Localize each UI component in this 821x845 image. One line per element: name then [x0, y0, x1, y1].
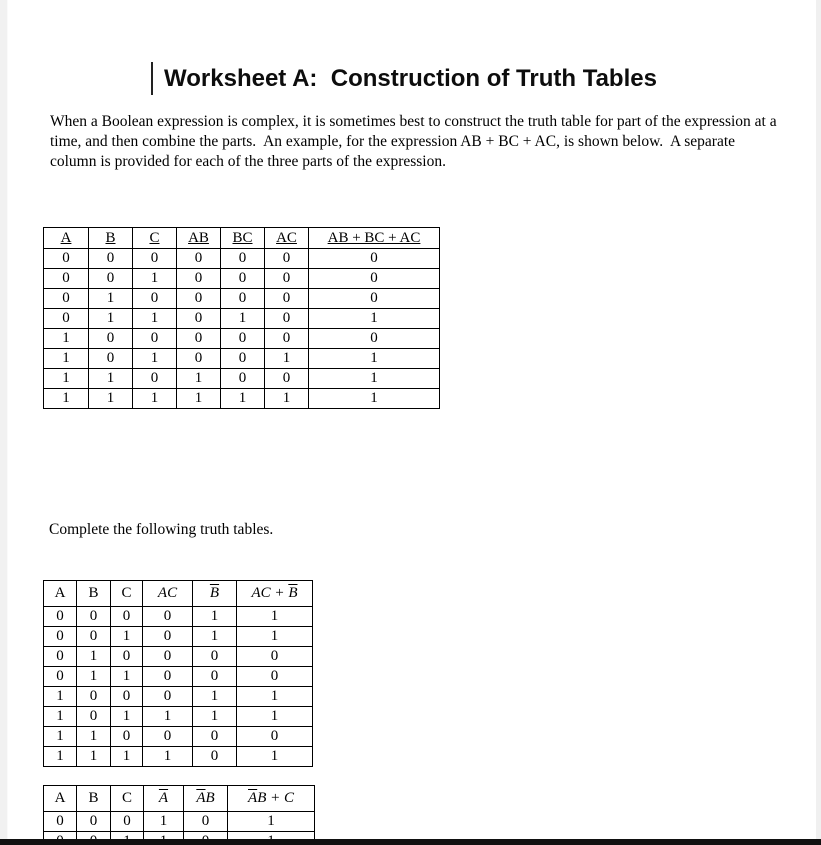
expression-segment: AC — [157, 585, 178, 601]
intro-line[interactable]: When a Boolean expression is complex, it is sometimes best to construct the truth table for part of the expression at a — [50, 113, 777, 130]
expression-segment: B — [205, 790, 215, 806]
value-cell[interactable]: 1 — [309, 309, 440, 329]
value-cell[interactable]: 0 — [221, 269, 265, 289]
expression-segment: $\overline{A}$ — [158, 790, 169, 806]
value-cell[interactable]: 1 — [309, 369, 440, 389]
value-cell[interactable]: 0 — [193, 747, 237, 767]
value-cell[interactable]: 1 — [77, 727, 111, 747]
value-cell[interactable]: 0 — [77, 687, 111, 707]
table-row — [44, 607, 313, 627]
value-cell[interactable]: 0 — [44, 309, 89, 329]
header-cell[interactable]: A — [44, 228, 89, 249]
value-cell[interactable]: 0 — [221, 289, 265, 309]
value-cell[interactable]: 0 — [44, 249, 89, 269]
value-cell[interactable]: 0 — [133, 369, 177, 389]
truth-table-exercise-1 — [43, 580, 313, 767]
table-header-row — [44, 581, 313, 607]
value-cell[interactable]: 1 — [133, 349, 177, 369]
value-cell[interactable]: 1 — [44, 389, 89, 409]
value-cell[interactable]: 0 — [44, 627, 77, 647]
table-row — [44, 627, 313, 647]
value-cell[interactable]: 0 — [265, 329, 309, 349]
value-cell[interactable]: 0 — [44, 269, 89, 289]
value-cell[interactable]: 1 — [143, 707, 193, 727]
value-cell[interactable]: 0 — [177, 329, 221, 349]
value-cell[interactable]: 0 — [265, 249, 309, 269]
table-row — [44, 289, 440, 309]
value-cell[interactable]: 0 — [89, 269, 133, 289]
value-cell[interactable]: 0 — [111, 607, 143, 627]
value-cell[interactable]: 1 — [111, 667, 143, 687]
value-cell[interactable]: 1 — [143, 747, 193, 767]
value-cell[interactable]: 1 — [133, 389, 177, 409]
value-cell[interactable]: 0 — [309, 269, 440, 289]
header-cell[interactable] — [193, 581, 237, 607]
value-cell[interactable]: 0 — [133, 249, 177, 269]
value-cell[interactable]: 1 — [77, 667, 111, 687]
value-cell[interactable]: 0 — [237, 727, 313, 747]
header-cell[interactable]: B — [77, 581, 111, 607]
value-cell[interactable]: 1 — [111, 627, 143, 647]
header-cell[interactable]: A — [44, 786, 77, 812]
value-cell[interactable]: 1 — [265, 389, 309, 409]
value-cell[interactable]: 1 — [89, 369, 133, 389]
header-cell[interactable] — [184, 786, 228, 812]
value-cell[interactable]: 1 — [221, 309, 265, 329]
header-cell[interactable]: BC — [221, 228, 265, 249]
value-cell[interactable]: 0 — [221, 349, 265, 369]
table-row — [44, 747, 313, 767]
value-cell[interactable]: 1 — [89, 289, 133, 309]
value-cell[interactable]: 0 — [89, 349, 133, 369]
value-cell[interactable]: 1 — [237, 687, 313, 707]
table-row — [44, 667, 313, 687]
value-cell[interactable]: 1 — [133, 269, 177, 289]
header-cell[interactable] — [144, 786, 184, 812]
value-cell[interactable]: 1 — [44, 707, 77, 727]
value-cell[interactable]: 0 — [89, 329, 133, 349]
value-cell[interactable]: 0 — [265, 289, 309, 309]
expression-segment: $\overline{B}$ — [288, 585, 298, 601]
value-cell[interactable]: 1 — [44, 329, 89, 349]
expression-segment: $\overline{A}$ — [196, 790, 206, 806]
table-row — [44, 647, 313, 667]
value-cell[interactable]: 0 — [177, 309, 221, 329]
value-cell[interactable]: 1 — [89, 309, 133, 329]
value-cell[interactable]: 1 — [77, 647, 111, 667]
value-cell[interactable]: 0 — [44, 289, 89, 309]
value-cell[interactable]: 0 — [177, 289, 221, 309]
value-cell[interactable]: 1 — [144, 812, 184, 832]
value-cell[interactable]: 0 — [265, 369, 309, 389]
header-cell[interactable] — [143, 581, 193, 607]
value-cell[interactable]: 0 — [89, 249, 133, 269]
value-cell[interactable]: 1 — [237, 747, 313, 767]
intro-paragraph[interactable] — [50, 112, 777, 172]
value-cell[interactable]: 1 — [111, 707, 143, 727]
header-cell[interactable]: AB + BC + AC — [309, 228, 440, 249]
table-row — [44, 309, 440, 329]
table-row — [44, 707, 313, 727]
value-cell[interactable]: 1 — [177, 369, 221, 389]
value-cell[interactable]: 0 — [193, 647, 237, 667]
intro-line[interactable]: time, and then combine the parts. An example, for the expression AB + BC + AC, is shown below. A separate — [50, 133, 736, 150]
value-cell[interactable]: 0 — [237, 647, 313, 667]
expression-segment: $\overline{B}$ — [209, 585, 220, 601]
value-cell[interactable]: 1 — [193, 627, 237, 647]
value-cell[interactable]: 0 — [77, 627, 111, 647]
value-cell[interactable]: 1 — [177, 389, 221, 409]
truth-table-exercise-2 — [43, 785, 315, 845]
value-cell[interactable]: 0 — [111, 727, 143, 747]
window-bottom-bar — [0, 839, 821, 845]
value-cell[interactable]: 0 — [143, 647, 193, 667]
value-cell[interactable]: 0 — [193, 727, 237, 747]
table-row — [44, 687, 313, 707]
value-cell[interactable]: 0 — [221, 369, 265, 389]
header-cell[interactable]: B — [77, 786, 111, 812]
value-cell[interactable]: 0 — [143, 607, 193, 627]
header-cell[interactable]: B — [89, 228, 133, 249]
value-cell[interactable]: 0 — [221, 329, 265, 349]
value-cell[interactable]: 1 — [237, 707, 313, 727]
value-cell[interactable]: 0 — [111, 812, 144, 832]
value-cell[interactable]: 1 — [44, 349, 89, 369]
value-cell[interactable]: 1 — [44, 687, 77, 707]
value-cell[interactable]: 0 — [44, 667, 77, 687]
intro-line[interactable]: column is provided for each of the three parts of the expression. — [50, 153, 446, 170]
value-cell[interactable]: 0 — [111, 647, 143, 667]
value-cell[interactable]: 0 — [237, 667, 313, 687]
value-cell[interactable]: 0 — [44, 812, 77, 832]
value-cell[interactable]: 0 — [177, 269, 221, 289]
value-cell[interactable]: 1 — [193, 707, 237, 727]
table-header-row — [44, 786, 315, 812]
value-cell[interactable]: 0 — [133, 289, 177, 309]
value-cell[interactable]: 1 — [237, 607, 313, 627]
value-cell[interactable]: 0 — [265, 309, 309, 329]
expression-segment: $\overline{A}$ — [248, 790, 258, 806]
header-cell[interactable]: AC — [265, 228, 309, 249]
value-cell[interactable]: 0 — [309, 329, 440, 349]
value-cell[interactable]: 0 — [111, 687, 143, 707]
header-cell[interactable]: C — [111, 581, 143, 607]
expression-segment: B + C — [257, 790, 294, 806]
value-cell[interactable]: 0 — [44, 647, 77, 667]
header-cell[interactable]: C — [133, 228, 177, 249]
table-row — [44, 349, 440, 369]
header-cell[interactable] — [228, 786, 315, 812]
header-cell[interactable]: C — [111, 786, 144, 812]
value-cell[interactable]: 0 — [77, 607, 111, 627]
value-cell[interactable]: 0 — [309, 249, 440, 269]
value-cell[interactable]: 1 — [44, 747, 77, 767]
value-cell[interactable]: 0 — [309, 289, 440, 309]
table-row — [44, 812, 315, 832]
value-cell[interactable]: 0 — [143, 667, 193, 687]
page-edge-left — [0, 0, 8, 845]
table-row — [44, 369, 440, 389]
complete-instruction[interactable]: Complete the following truth tables. — [49, 521, 274, 538]
table-row — [44, 269, 440, 289]
value-cell[interactable]: 0 — [133, 329, 177, 349]
value-cell[interactable]: 1 — [89, 389, 133, 409]
value-cell[interactable]: 1 — [237, 627, 313, 647]
table-row — [44, 389, 440, 409]
value-cell[interactable]: 1 — [193, 687, 237, 707]
value-cell[interactable]: 1 — [111, 747, 143, 767]
header-cell[interactable]: A — [44, 581, 77, 607]
value-cell[interactable]: 1 — [265, 349, 309, 369]
header-cell[interactable]: AB — [177, 228, 221, 249]
value-cell[interactable]: 0 — [143, 727, 193, 747]
value-cell[interactable]: 1 — [228, 812, 315, 832]
value-cell[interactable]: 0 — [177, 349, 221, 369]
table-row — [44, 727, 313, 747]
table-row — [44, 329, 440, 349]
value-cell[interactable]: 1 — [309, 389, 440, 409]
value-cell[interactable]: 1 — [133, 309, 177, 329]
value-cell[interactable]: 0 — [143, 627, 193, 647]
value-cell[interactable]: 0 — [77, 707, 111, 727]
value-cell[interactable]: 1 — [309, 349, 440, 369]
value-cell[interactable]: 0 — [177, 249, 221, 269]
value-cell[interactable]: 0 — [265, 269, 309, 289]
value-cell[interactable]: 1 — [44, 727, 77, 747]
value-cell[interactable]: 1 — [77, 747, 111, 767]
truth-table-example — [43, 227, 440, 409]
value-cell[interactable]: 0 — [193, 667, 237, 687]
page-edge-right — [816, 0, 821, 845]
value-cell[interactable]: 1 — [221, 389, 265, 409]
table-header-row — [44, 228, 440, 249]
header-cell[interactable] — [237, 581, 313, 607]
table-row — [44, 249, 440, 269]
value-cell[interactable]: 1 — [44, 369, 89, 389]
value-cell[interactable]: 0 — [221, 249, 265, 269]
value-cell[interactable]: 0 — [143, 687, 193, 707]
value-cell[interactable]: 0 — [44, 607, 77, 627]
worksheet-title[interactable]: Worksheet A: Construction of Truth Tables — [164, 65, 657, 92]
value-cell[interactable]: 1 — [193, 607, 237, 627]
value-cell[interactable]: 0 — [77, 812, 111, 832]
expression-segment: AC + — [251, 585, 289, 601]
value-cell[interactable]: 0 — [184, 812, 228, 832]
